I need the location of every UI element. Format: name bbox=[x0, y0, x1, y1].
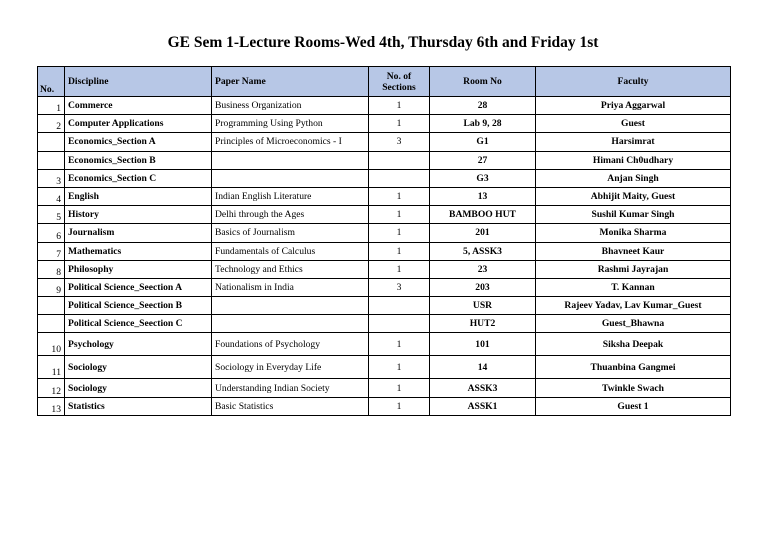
header-sections bbox=[369, 67, 430, 97]
cell-faculty: Monika Sharma bbox=[536, 224, 731, 242]
cell-faculty: T. Kannan bbox=[536, 278, 731, 296]
table-row bbox=[38, 224, 731, 242]
cell-discipline: Mathematics bbox=[65, 242, 212, 260]
cell-sections: 1 bbox=[369, 260, 430, 278]
table-row bbox=[38, 260, 731, 278]
cell-discipline: English bbox=[65, 187, 212, 205]
cell-faculty: Siksha Deepak bbox=[536, 333, 731, 356]
cell-faculty: Abhijit Maity, Guest bbox=[536, 187, 731, 205]
table-row bbox=[38, 187, 731, 205]
page-title: GE Sem 1-Lecture Rooms-Wed 4th, Thursday 6th and Friday 1st bbox=[167, 34, 599, 51]
cell-discipline: History bbox=[65, 206, 212, 224]
cell-no: 6 bbox=[38, 224, 65, 242]
cell-faculty: Harsimrat bbox=[536, 133, 731, 151]
cell-faculty: Bhavneet Kaur bbox=[536, 242, 731, 260]
cell-room-no: 14 bbox=[430, 356, 536, 379]
header-sections-line1: No. of bbox=[386, 70, 412, 82]
cell-discipline: Philosophy bbox=[65, 260, 212, 278]
cell-paper-name: Understanding Indian Society bbox=[212, 379, 369, 397]
cell-faculty: Thuanbina Gangmei bbox=[536, 356, 731, 379]
cell-no: 8 bbox=[38, 260, 65, 278]
cell-room-no: 203 bbox=[430, 278, 536, 296]
header-paper-name: Paper Name bbox=[212, 67, 369, 97]
cell-sections: 1 bbox=[369, 333, 430, 356]
header-discipline: Discipline bbox=[65, 67, 212, 97]
cell-discipline: Political Science_Seection C bbox=[65, 315, 212, 333]
cell-discipline: Economics_Section A bbox=[65, 133, 212, 151]
cell-sections: 1 bbox=[369, 242, 430, 260]
table-body bbox=[38, 97, 731, 416]
cell-room-no: G3 bbox=[430, 169, 536, 187]
cell-paper-name bbox=[212, 315, 369, 333]
header-room-no: Room No bbox=[430, 67, 536, 97]
cell-no: 4 bbox=[38, 187, 65, 205]
cell-faculty: Sushil Kumar Singh bbox=[536, 206, 731, 224]
cell-discipline: Psychology bbox=[65, 333, 212, 356]
cell-paper-name bbox=[212, 297, 369, 315]
cell-faculty: Rajeev Yadav, Lav Kumar_Guest bbox=[536, 297, 731, 315]
cell-faculty: Rashmi Jayrajan bbox=[536, 260, 731, 278]
cell-faculty: Guest bbox=[536, 115, 731, 133]
cell-faculty: Guest 1 bbox=[536, 397, 731, 415]
cell-sections: 1 bbox=[369, 115, 430, 133]
cell-no bbox=[38, 315, 65, 333]
cell-sections bbox=[369, 151, 430, 169]
header-sections-line2: Sections bbox=[382, 81, 416, 93]
cell-no bbox=[38, 297, 65, 315]
table-row bbox=[38, 356, 731, 379]
cell-no: 7 bbox=[38, 242, 65, 260]
cell-paper-name: Basics of Journalism bbox=[212, 224, 369, 242]
cell-faculty: Himani Ch0udhary bbox=[536, 151, 731, 169]
table-row bbox=[38, 97, 731, 115]
cell-paper-name: Programming Using Python bbox=[212, 115, 369, 133]
cell-no: 3 bbox=[38, 169, 65, 187]
cell-paper-name: Basic Statistics bbox=[212, 397, 369, 415]
cell-sections: 3 bbox=[369, 278, 430, 296]
cell-discipline: Sociology bbox=[65, 356, 212, 379]
cell-sections: 1 bbox=[369, 379, 430, 397]
cell-room-no: ASSK1 bbox=[430, 397, 536, 415]
cell-room-no: 13 bbox=[430, 187, 536, 205]
cell-discipline: Computer Applications bbox=[65, 115, 212, 133]
cell-room-no: 28 bbox=[430, 97, 536, 115]
table-row bbox=[38, 133, 731, 151]
cell-no bbox=[38, 151, 65, 169]
cell-no: 9 bbox=[38, 278, 65, 296]
cell-room-no: Lab 9, 28 bbox=[430, 115, 536, 133]
table-row bbox=[38, 297, 731, 315]
cell-sections: 1 bbox=[369, 206, 430, 224]
cell-paper-name: Foundations of Psychology bbox=[212, 333, 369, 356]
cell-discipline: Economics_Section B bbox=[65, 151, 212, 169]
cell-paper-name: Technology and Ethics bbox=[212, 260, 369, 278]
table-row bbox=[38, 242, 731, 260]
cell-sections bbox=[369, 315, 430, 333]
cell-sections: 1 bbox=[369, 97, 430, 115]
cell-paper-name: Delhi through the Ages bbox=[212, 206, 369, 224]
cell-paper-name bbox=[212, 169, 369, 187]
cell-room-no: G1 bbox=[430, 133, 536, 151]
table-row bbox=[38, 397, 731, 415]
cell-paper-name: Fundamentals of Calculus bbox=[212, 242, 369, 260]
cell-sections: 1 bbox=[369, 187, 430, 205]
cell-room-no: 5, ASSK3 bbox=[430, 242, 536, 260]
table-row bbox=[38, 379, 731, 397]
cell-faculty: Twinkle Swach bbox=[536, 379, 731, 397]
lecture-rooms-table bbox=[37, 66, 731, 416]
table-row bbox=[38, 115, 731, 133]
cell-paper-name: Nationalism in India bbox=[212, 278, 369, 296]
cell-faculty: Guest_Bhawna bbox=[536, 315, 731, 333]
cell-paper-name: Indian English Literature bbox=[212, 187, 369, 205]
cell-room-no: HUT2 bbox=[430, 315, 536, 333]
table-header-row bbox=[38, 67, 731, 97]
cell-room-no: ASSK3 bbox=[430, 379, 536, 397]
table-row bbox=[38, 315, 731, 333]
cell-room-no: 101 bbox=[430, 333, 536, 356]
cell-no: 5 bbox=[38, 206, 65, 224]
cell-faculty: Priya Aggarwal bbox=[536, 97, 731, 115]
header-faculty: Faculty bbox=[536, 67, 731, 97]
cell-faculty: Anjan Singh bbox=[536, 169, 731, 187]
table-row bbox=[38, 278, 731, 296]
cell-discipline: Journalism bbox=[65, 224, 212, 242]
cell-discipline: Economics_Section C bbox=[65, 169, 212, 187]
cell-no: 1 bbox=[38, 97, 65, 115]
cell-no: 10 bbox=[38, 333, 65, 356]
cell-no: 11 bbox=[38, 356, 65, 379]
table-row bbox=[38, 169, 731, 187]
cell-sections: 1 bbox=[369, 356, 430, 379]
cell-discipline: Sociology bbox=[65, 379, 212, 397]
cell-sections: 1 bbox=[369, 224, 430, 242]
table-row bbox=[38, 206, 731, 224]
cell-discipline: Political Science_Seection A bbox=[65, 278, 212, 296]
header-no: No. bbox=[38, 67, 65, 97]
cell-paper-name: Principles of Microeconomics - I bbox=[212, 133, 369, 151]
cell-discipline: Statistics bbox=[65, 397, 212, 415]
table-row bbox=[38, 333, 731, 356]
table-row bbox=[38, 151, 731, 169]
cell-sections: 1 bbox=[369, 397, 430, 415]
cell-sections bbox=[369, 169, 430, 187]
cell-discipline: Political Science_Seection B bbox=[65, 297, 212, 315]
cell-room-no: USR bbox=[430, 297, 536, 315]
cell-no: 13 bbox=[38, 397, 65, 415]
cell-paper-name: Sociology in Everyday Life bbox=[212, 356, 369, 379]
cell-discipline: Commerce bbox=[65, 97, 212, 115]
cell-room-no: 201 bbox=[430, 224, 536, 242]
cell-paper-name: Business Organization bbox=[212, 97, 369, 115]
cell-room-no: 23 bbox=[430, 260, 536, 278]
cell-room-no: BAMBOO HUT bbox=[430, 206, 536, 224]
cell-sections: 3 bbox=[369, 133, 430, 151]
cell-no bbox=[38, 133, 65, 151]
cell-no: 12 bbox=[38, 379, 65, 397]
cell-room-no: 27 bbox=[430, 151, 536, 169]
cell-sections bbox=[369, 297, 430, 315]
cell-paper-name bbox=[212, 151, 369, 169]
cell-no: 2 bbox=[38, 115, 65, 133]
